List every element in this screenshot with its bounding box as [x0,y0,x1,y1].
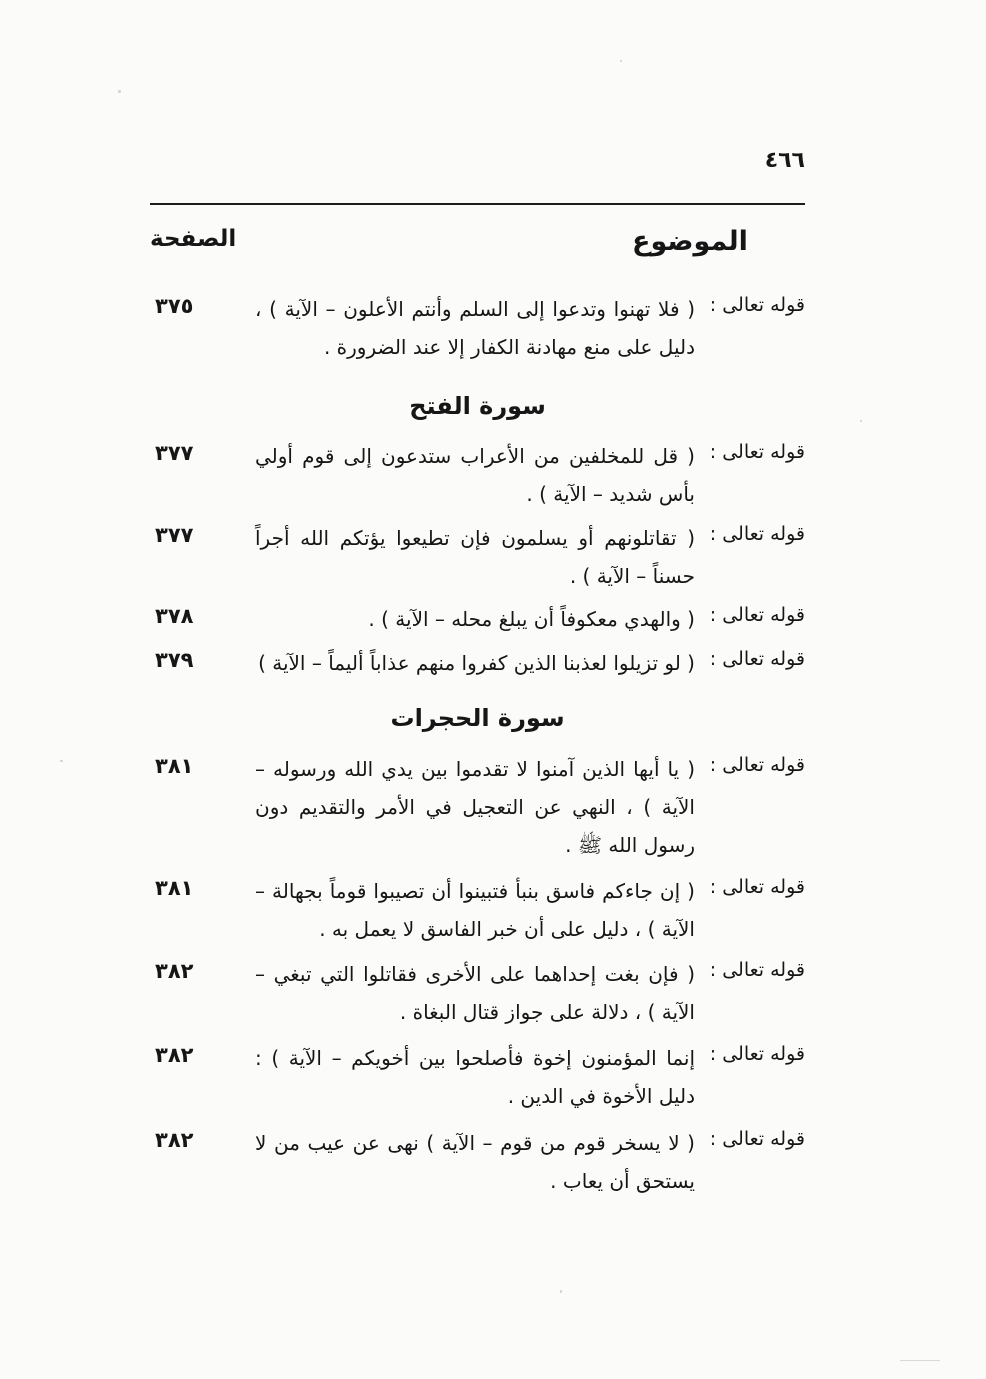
entry-label: قوله تعالى : [709,441,805,463]
index-entry [150,519,805,595]
scan-speck [860,420,862,422]
entry-label: قوله تعالى : [709,754,805,776]
index-entry [150,644,805,682]
header-rule [150,203,805,205]
entry-text: ( لو تزيلوا لعذبنا الذين كفروا منهم عذاباً أليماً – الآية ) [258,651,695,675]
scan-speck [60,760,63,762]
scan-speck [620,60,622,62]
index-entry [150,750,805,864]
entry-page-number: ٣٨٢ [155,959,194,983]
index-entry [150,955,805,1031]
index-header [150,226,805,270]
entry-page-number: ٣٧٩ [155,648,194,672]
index-entry [150,290,805,366]
entry-label: قوله تعالى : [709,959,805,981]
entry-label: قوله تعالى : [709,1043,805,1065]
topic-column-heading: الموضوع [632,226,748,257]
index-entry [150,1039,805,1115]
page-number: ٤٦٦ [764,148,805,173]
entry-label: قوله تعالى : [709,523,805,545]
scan-speck [560,1290,562,1293]
index-entry [150,600,805,638]
entry-page-number: ٣٨٢ [155,1043,194,1067]
entry-label: قوله تعالى : [709,876,805,898]
entry-label: قوله تعالى : [709,1128,805,1150]
entry-page-number: ٣٧٧ [155,441,194,465]
scan-speck [118,90,121,93]
entry-text: ( فإن بغت إحداهما على الأخرى فقاتلوا التي تبغي – الآية ) ، دلالة على جواز قتال البغاة . [255,962,695,1024]
entry-text: ( قل للمخلفين من الأعراب ستدعون إلى قوم أولي بأس شديد – الآية ) . [255,444,695,506]
entry-text: ( تقاتلونهم أو يسلمون فإن تطيعوا يؤتكم الله أجراً حسناً – الآية ) . [255,526,695,588]
entry-page-number: ٣٨١ [155,754,194,778]
entry-label: قوله تعالى : [709,604,805,626]
index-entry [150,872,805,948]
entry-text: ( والهدي معكوفاً أن يبلغ محله – الآية ) . [368,607,695,631]
index-entry [150,1124,805,1200]
entry-label: قوله تعالى : [709,294,805,316]
entry-page-number: ٣٧٨ [155,604,194,628]
entry-text: ( إن جاءكم فاسق بنبأ فتبينوا أن تصيبوا قوماً بجهالة – الآية ) ، دليل على أن خبر الفاسق لا يعمل به . [255,879,695,941]
section-heading: سورة الحجرات [390,704,565,732]
index-entry [150,437,805,513]
page-column-heading: الصفحة [150,226,237,252]
scan-speck [900,1360,940,1361]
entry-page-number: ٣٧٥ [155,294,194,318]
entry-text: إنما المؤمنون إخوة فأصلحوا بين أخويكم – الآية ) : دليل الأخوة في الدين . [255,1046,695,1108]
entry-page-number: ٣٨٢ [155,1128,194,1152]
entry-text: ( لا يسخر قوم من قوم – الآية ) نهى عن عيب من لا يستحق أن يعاب . [255,1131,695,1193]
entry-page-number: ٣٨١ [155,876,194,900]
entry-label: قوله تعالى : [709,648,805,670]
entry-text: ( فلا تهنوا وتدعوا إلى السلم وأنتم الأعلون – الآية ) ، دليل على منع مهادنة الكفار إلا عند الضرورة . [255,297,695,359]
section-heading: سورة الفتح [409,392,546,420]
entry-text: ( يا أيها الذين آمنوا لا تقدموا بين يدي الله ورسوله – الآية ) ، النهي عن التعجيل في الأمر والتقديم دون رسول الله ﷺ . [255,757,695,857]
entry-page-number: ٣٧٧ [155,523,194,547]
